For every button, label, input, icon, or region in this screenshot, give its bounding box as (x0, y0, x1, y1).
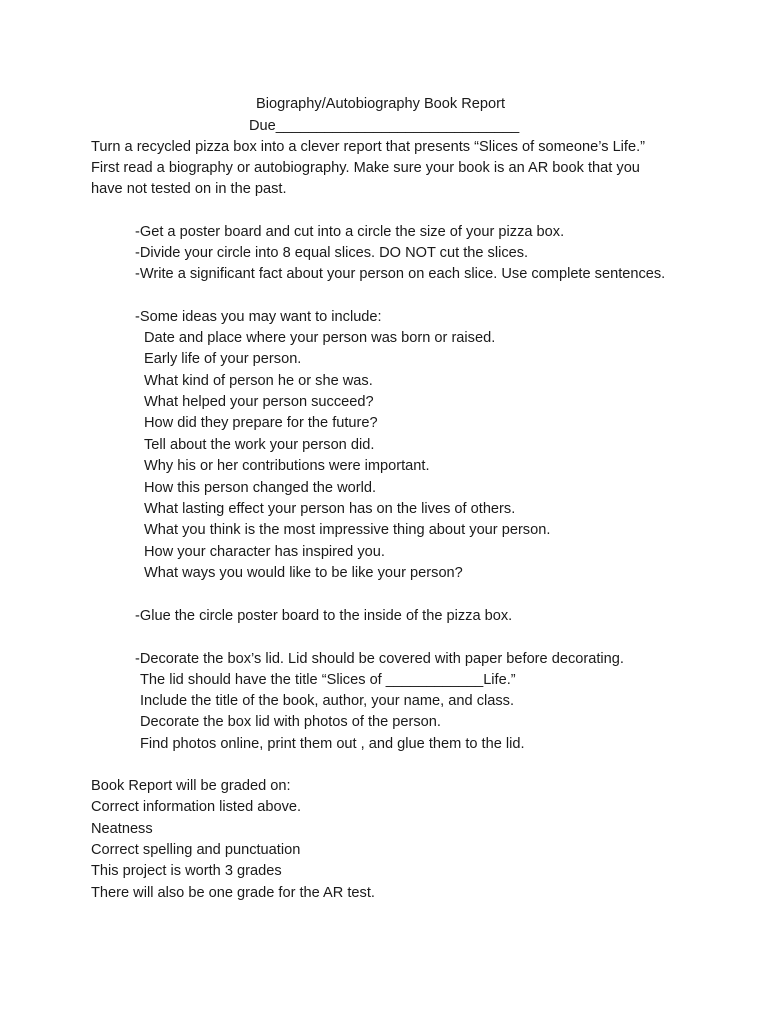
grading-line: Correct spelling and punctuation (91, 842, 301, 858)
document-title: Biography/Autobiography Book Report (256, 96, 506, 112)
intro-line: First read a biography or autobiography. Make sure your book is an AR book that you (91, 160, 640, 176)
grading-line: There will also be one grade for the AR test. (91, 885, 375, 901)
due-date-line: Due______________________________ (249, 118, 520, 134)
decorate-item: Include the title of the book, author, your name, and class. (140, 693, 514, 709)
decorate-item: The lid should have the title “Slices of ____________Life.” (140, 672, 516, 688)
grading-line: This project is worth 3 grades (91, 863, 282, 879)
idea-item: Tell about the work your person did. (144, 437, 375, 453)
glue-step: -Glue the circle poster board to the inside of the pizza box. (135, 608, 513, 624)
intro-line: have not tested on in the past. (91, 181, 287, 197)
ideas-heading: -Some ideas you may want to include: (135, 309, 382, 325)
idea-item: What you think is the most impressive thing about your person. (144, 522, 551, 538)
idea-item: What lasting effect your person has on the lives of others. (144, 501, 516, 517)
idea-item: What ways you would like to be like your person? (144, 565, 463, 581)
idea-item: Why his or her contributions were important. (144, 458, 430, 474)
intro-line: Turn a recycled pizza box into a clever report that presents “Slices of someone’s Life.” (91, 139, 646, 155)
grading-line: Neatness (91, 821, 153, 837)
idea-item: Early life of your person. (144, 351, 302, 367)
idea-item: What helped your person succeed? (144, 394, 374, 410)
step-item: -Get a poster board and cut into a circle the size of your pizza box. (135, 224, 565, 240)
idea-item: How did they prepare for the future? (144, 415, 378, 431)
idea-item: Date and place where your person was born or raised. (144, 330, 496, 346)
decorate-heading: -Decorate the box’s lid. Lid should be covered with paper before decorating. (135, 651, 624, 667)
decorate-item: Find photos online, print them out , and glue them to the lid. (140, 736, 525, 752)
idea-item: What kind of person he or she was. (144, 373, 373, 389)
grading-line: Correct information listed above. (91, 799, 302, 815)
idea-item: How this person changed the world. (144, 480, 377, 496)
decorate-item: Decorate the box lid with photos of the person. (140, 714, 441, 730)
step-item: -Write a significant fact about your person on each slice. Use complete sentences. (135, 266, 666, 282)
grading-line: Book Report will be graded on: (91, 778, 291, 794)
idea-item: How your character has inspired you. (144, 544, 385, 560)
step-item: -Divide your circle into 8 equal slices. DO NOT cut the slices. (135, 245, 529, 261)
